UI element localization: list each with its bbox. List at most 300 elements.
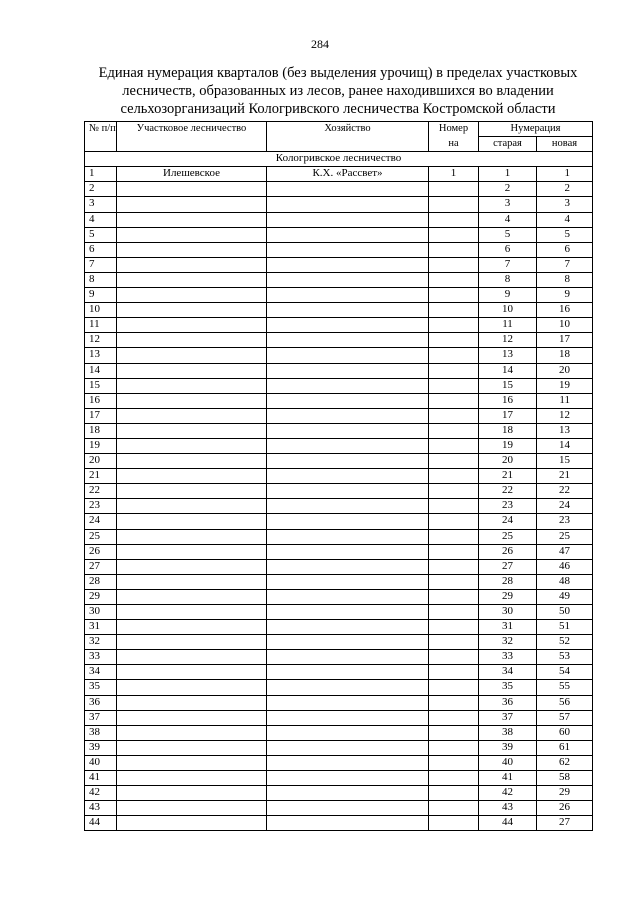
cell-farm [267,650,429,665]
cell-num: 14 [85,363,117,378]
cell-old: 8 [479,272,537,287]
cell-new: 3 [537,197,593,212]
cell-num: 38 [85,725,117,740]
cell-new: 49 [537,589,593,604]
table-row [85,635,593,650]
cell-old: 5 [479,227,537,242]
cell-farm [267,408,429,423]
cell-num: 22 [85,484,117,499]
cell-district [117,605,267,620]
cell-district [117,212,267,227]
cell-farm [267,740,429,755]
cell-old: 6 [479,242,537,257]
cell-old: 37 [479,710,537,725]
cell-old: 41 [479,771,537,786]
cell-farm [267,484,429,499]
cell-farm [267,288,429,303]
cell-old: 4 [479,212,537,227]
cell-farm [267,816,429,831]
cell-number [429,348,479,363]
header-new: новая [537,137,593,152]
cell-new: 2 [537,182,593,197]
cell-num: 9 [85,288,117,303]
cell-district [117,725,267,740]
table-row [85,650,593,665]
cell-num: 39 [85,740,117,755]
cell-old: 38 [479,725,537,740]
header-farm: Хозяйство [267,122,429,152]
cell-farm [267,589,429,604]
cell-district [117,393,267,408]
header-num: № п/п [85,122,117,152]
cell-num: 30 [85,605,117,620]
cell-new: 7 [537,257,593,272]
table-row [85,484,593,499]
cell-district [117,740,267,755]
cell-district [117,318,267,333]
cell-num: 31 [85,620,117,635]
cell-district [117,529,267,544]
cell-num: 28 [85,574,117,589]
cell-old: 24 [479,514,537,529]
cell-old: 19 [479,438,537,453]
cell-farm [267,559,429,574]
table-row [85,318,593,333]
table-row [85,438,593,453]
cell-num: 27 [85,559,117,574]
cell-number [429,755,479,770]
table-row [85,408,593,423]
cell-num: 15 [85,378,117,393]
cell-farm [267,242,429,257]
cell-number [429,303,479,318]
cell-district [117,378,267,393]
cell-district [117,665,267,680]
cell-farm [267,423,429,438]
cell-district [117,499,267,514]
cell-num: 8 [85,272,117,287]
cell-new: 50 [537,605,593,620]
cell-old: 22 [479,484,537,499]
cell-number [429,333,479,348]
table-row [85,544,593,559]
cell-district [117,333,267,348]
cell-number [429,272,479,287]
cell-old: 16 [479,393,537,408]
cell-new: 26 [537,801,593,816]
cell-district [117,589,267,604]
cell-num: 11 [85,318,117,333]
table-row [85,423,593,438]
cell-number [429,740,479,755]
cell-farm [267,393,429,408]
cell-farm [267,680,429,695]
cell-number [429,484,479,499]
cell-num: 36 [85,695,117,710]
cell-old: 17 [479,408,537,423]
cell-new: 25 [537,529,593,544]
table-row [85,514,593,529]
cell-number [429,725,479,740]
header-number: Номер [429,122,479,137]
table-row [85,680,593,695]
cell-district [117,197,267,212]
cell-farm [267,710,429,725]
cell-old: 29 [479,589,537,604]
cell-farm [267,801,429,816]
cell-new: 24 [537,499,593,514]
table-row [85,801,593,816]
cell-number [429,635,479,650]
cell-farm [267,755,429,770]
header-numbering: Нумерация [479,122,593,137]
cell-new: 20 [537,363,593,378]
cell-num: 5 [85,227,117,242]
cell-new: 18 [537,348,593,363]
cell-district [117,514,267,529]
cell-district [117,650,267,665]
cell-district [117,574,267,589]
cell-old: 33 [479,650,537,665]
cell-district [117,544,267,559]
cell-new: 22 [537,484,593,499]
cell-farm [267,363,429,378]
cell-number [429,242,479,257]
cell-old: 43 [479,801,537,816]
title-line: сельхозорганизаций Кологривского лесничества Костромской области [120,101,556,117]
cell-district [117,303,267,318]
table-row [85,393,593,408]
cell-old: 14 [479,363,537,378]
cell-new: 54 [537,665,593,680]
cell-num: 20 [85,454,117,469]
cell-number [429,454,479,469]
cell-farm [267,725,429,740]
cell-district [117,242,267,257]
cell-district [117,227,267,242]
cell-farm [267,635,429,650]
cell-num: 29 [85,589,117,604]
cell-number [429,816,479,831]
cell-num: 2 [85,182,117,197]
table-row [85,182,593,197]
cell-farm [267,227,429,242]
cell-district [117,755,267,770]
cell-district [117,257,267,272]
cell-old: 34 [479,665,537,680]
cell-district [117,680,267,695]
table-row [85,167,593,182]
cell-new: 55 [537,680,593,695]
cell-farm [267,574,429,589]
cell-new: 14 [537,438,593,453]
cell-num: 7 [85,257,117,272]
cell-farm [267,695,429,710]
cell-new: 56 [537,695,593,710]
cell-district [117,363,267,378]
cell-district [117,423,267,438]
cell-number [429,620,479,635]
cell-number [429,288,479,303]
table-row [85,348,593,363]
cell-num: 41 [85,771,117,786]
cell-farm [267,303,429,318]
cell-farm [267,529,429,544]
cell-old: 31 [479,620,537,635]
cell-farm [267,197,429,212]
cell-number [429,665,479,680]
table-row [85,212,593,227]
cell-old: 26 [479,544,537,559]
cell-num: 17 [85,408,117,423]
cell-new: 29 [537,786,593,801]
cell-num: 43 [85,801,117,816]
cell-new: 58 [537,771,593,786]
cell-num: 23 [85,499,117,514]
cell-number [429,257,479,272]
cell-number [429,423,479,438]
cell-num: 32 [85,635,117,650]
cell-num: 24 [85,514,117,529]
cell-number [429,514,479,529]
cell-farm: К.Х. «Рассвет» [267,167,429,182]
cell-district [117,801,267,816]
cell-district [117,771,267,786]
table-row [85,755,593,770]
table-row [85,454,593,469]
cell-number [429,318,479,333]
cell-number [429,529,479,544]
table-row [85,605,593,620]
cell-old: 20 [479,454,537,469]
cell-district [117,635,267,650]
cell-new: 52 [537,635,593,650]
cell-number [429,710,479,725]
table-row [85,786,593,801]
cell-district [117,786,267,801]
cell-old: 10 [479,303,537,318]
cell-district [117,484,267,499]
cell-number [429,786,479,801]
cell-new: 48 [537,574,593,589]
cell-num: 1 [85,167,117,182]
cell-farm [267,318,429,333]
cell-new: 5 [537,227,593,242]
cell-new: 60 [537,725,593,740]
cell-new: 11 [537,393,593,408]
cell-num: 42 [85,786,117,801]
cell-district [117,559,267,574]
cell-district [117,454,267,469]
cell-old: 44 [479,816,537,831]
cell-number: 1 [429,167,479,182]
cell-number [429,771,479,786]
cell-district: Илешевское [117,167,267,182]
cell-num: 26 [85,544,117,559]
cell-district [117,710,267,725]
cell-num: 13 [85,348,117,363]
cell-new: 62 [537,755,593,770]
cell-num: 16 [85,393,117,408]
table-row [85,333,593,348]
cell-number [429,559,479,574]
cell-number [429,212,479,227]
table-row [85,303,593,318]
cell-district [117,816,267,831]
cell-farm [267,514,429,529]
cell-num: 10 [85,303,117,318]
table-row [85,620,593,635]
cell-old: 2 [479,182,537,197]
cell-num: 12 [85,333,117,348]
cell-district [117,438,267,453]
cell-number [429,182,479,197]
table-row [85,272,593,287]
cell-farm [267,786,429,801]
table-row [85,469,593,484]
header-district: Участковое лесничество [117,122,267,152]
cell-old: 3 [479,197,537,212]
table-row [85,197,593,212]
cell-farm [267,499,429,514]
table-row [85,816,593,831]
cell-farm [267,257,429,272]
cell-new: 10 [537,318,593,333]
cell-number [429,499,479,514]
cell-old: 25 [479,529,537,544]
cell-new: 57 [537,710,593,725]
cell-old: 1 [479,167,537,182]
cell-number [429,378,479,393]
table-row [85,695,593,710]
cell-new: 16 [537,303,593,318]
cell-num: 40 [85,755,117,770]
cell-farm [267,771,429,786]
cell-old: 27 [479,559,537,574]
table-row [85,378,593,393]
cell-new: 53 [537,650,593,665]
cell-new: 19 [537,378,593,393]
cell-new: 61 [537,740,593,755]
cell-district [117,272,267,287]
cell-old: 11 [479,318,537,333]
cell-old: 21 [479,469,537,484]
table-row [85,529,593,544]
table-row [85,288,593,303]
cell-num: 33 [85,650,117,665]
table-row [85,242,593,257]
cell-farm [267,454,429,469]
title-line: Единая нумерация кварталов (без выделения урочищ) в пределах участковых [98,65,578,81]
cell-num: 18 [85,423,117,438]
cell-new: 13 [537,423,593,438]
table-row [85,257,593,272]
cell-farm [267,272,429,287]
cell-district [117,408,267,423]
cell-old: 30 [479,605,537,620]
cell-new: 12 [537,408,593,423]
cell-num: 6 [85,242,117,257]
cell-number [429,197,479,212]
cell-farm [267,605,429,620]
cell-farm [267,469,429,484]
table-row [85,710,593,725]
cell-old: 23 [479,499,537,514]
cell-num: 34 [85,665,117,680]
cell-new: 15 [537,454,593,469]
table-row [85,771,593,786]
cell-farm [267,212,429,227]
cell-num: 4 [85,212,117,227]
table-row [85,740,593,755]
title-line: лесничеств, образованных из лесов, ранее находившихся во владении [122,83,554,99]
cell-num: 35 [85,680,117,695]
cell-old: 7 [479,257,537,272]
table-row [85,559,593,574]
table-row [85,725,593,740]
table-row [85,665,593,680]
cell-number [429,438,479,453]
cell-farm [267,665,429,680]
cell-old: 12 [479,333,537,348]
cell-number [429,227,479,242]
section-title: Кологривское лесничество [85,152,593,167]
cell-farm [267,182,429,197]
header-old: старая [479,137,537,152]
cell-farm [267,438,429,453]
cell-number [429,680,479,695]
cell-old: 35 [479,680,537,695]
cell-num: 19 [85,438,117,453]
cell-number [429,589,479,604]
cell-new: 51 [537,620,593,635]
cell-num: 44 [85,816,117,831]
cell-num: 21 [85,469,117,484]
cell-old: 40 [479,755,537,770]
cell-number [429,574,479,589]
cell-district [117,469,267,484]
cell-new: 4 [537,212,593,227]
cell-new: 1 [537,167,593,182]
cell-number [429,469,479,484]
cell-new: 27 [537,816,593,831]
cell-old: 32 [479,635,537,650]
cell-num: 3 [85,197,117,212]
cell-number [429,605,479,620]
cell-old: 18 [479,423,537,438]
cell-number [429,695,479,710]
cell-district [117,348,267,363]
cell-number [429,408,479,423]
cell-number [429,650,479,665]
cell-farm [267,348,429,363]
cell-farm [267,544,429,559]
cell-old: 9 [479,288,537,303]
cell-num: 25 [85,529,117,544]
cell-new: 23 [537,514,593,529]
cell-num: 37 [85,710,117,725]
cell-number [429,363,479,378]
table-row [85,499,593,514]
page-number: 284 [311,37,329,51]
cell-old: 36 [479,695,537,710]
cell-district [117,620,267,635]
cell-old: 39 [479,740,537,755]
document-title [84,64,592,118]
cell-new: 9 [537,288,593,303]
cell-new: 17 [537,333,593,348]
cell-new: 8 [537,272,593,287]
